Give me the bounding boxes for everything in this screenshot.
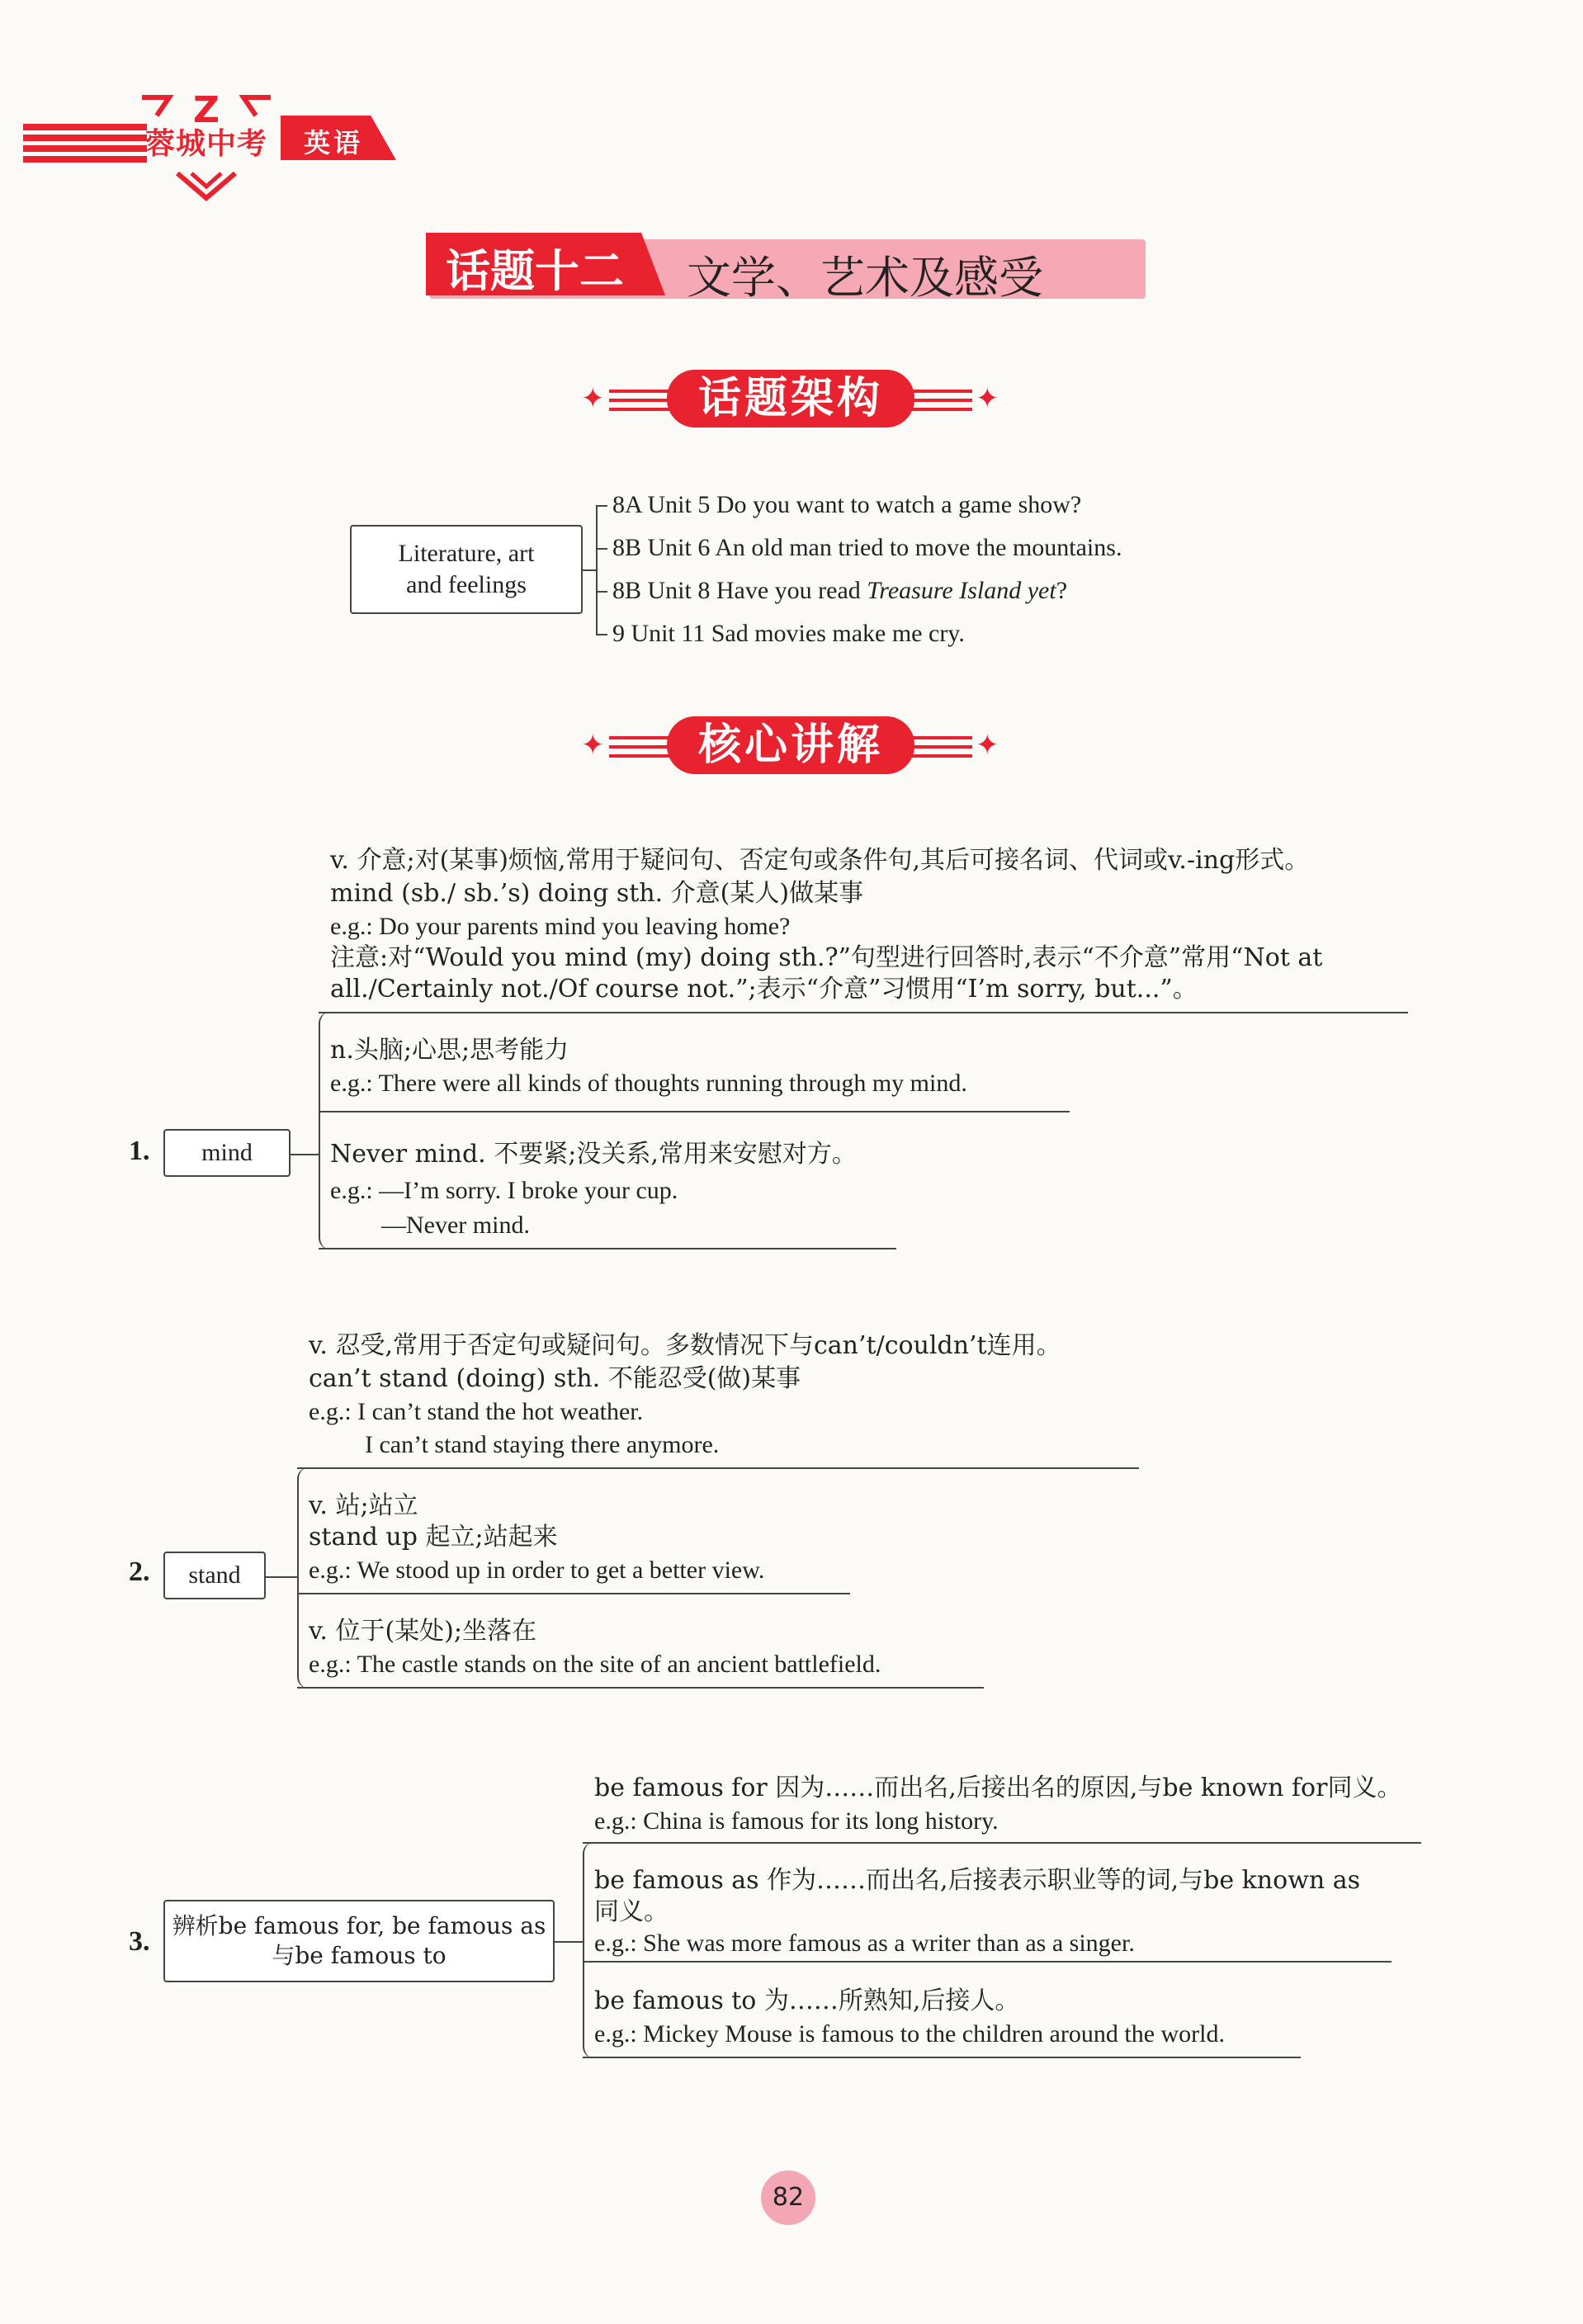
word-box-mind: mind [163, 1129, 291, 1177]
framework-item-1: 8A Unit 5 Do you want to watch a game show? [612, 491, 1082, 518]
ornament-right-icon [905, 718, 1012, 776]
mind-example-3b: —Never mind. [381, 1212, 530, 1239]
mind-example-2: e.g.: There were all kinds of thoughts running through my mind. [330, 1070, 967, 1097]
framework-item-3: 8B Unit 8 Have you read Treasure Island yet? [612, 577, 1068, 604]
section-title-core: 核心讲解 [667, 716, 914, 774]
entry-number-2: 2. [129, 1556, 150, 1587]
famous-for-example: e.g.: China is famous for its long history. [594, 1807, 999, 1835]
framework-item-4: 9 Unit 11 Sad movies make me cry. [612, 620, 965, 647]
stand-example-3: e.g.: The castle stands on the site of an ancient battlefield. [309, 1651, 881, 1678]
svg-text:✦: ✦ [581, 730, 605, 761]
mind-def-2: n.头脑;心思;思考能力 [330, 1036, 569, 1065]
stand-phrase-2: stand up 起立;站起来 [309, 1523, 558, 1552]
famous-to-def: be famous to 为……所熟知,后接人。 [594, 1986, 1020, 2015]
svg-text:Z: Z [193, 89, 220, 131]
famous-to-example: e.g.: Mickey Mouse is famous to the children around the world. [594, 2020, 1226, 2048]
entry-number-1: 1. [129, 1136, 150, 1166]
word-box-famous: 辨析be famous for, be famous as 与be famous to [163, 1900, 555, 1982]
mind-note-2: all./Certainly not./Of course not.”;表示“介意”习惯用“I’m sorry, but...”。 [330, 975, 1198, 1004]
word-box-stand: stand [163, 1552, 266, 1599]
mind-note-1: 注意:对“Would you mind (my) doing sth.?”句型进行回答时,表示“不介意”常用“Not at [330, 943, 1323, 972]
famous-as-example: e.g.: She was more famous as a writer than as a singer. [594, 1930, 1135, 1957]
svg-text:✦: ✦ [976, 730, 999, 761]
famous-as-def: be famous as 作为……而出名,后接表示职业等的词,与be known as [594, 1866, 1361, 1895]
mind-phrase: mind (sb./ sb.’s) doing sth. 介意(某人)做某事 [330, 879, 864, 908]
ornament-left-icon [569, 371, 677, 429]
ornament-left-icon [569, 718, 677, 776]
framework-item-2: 8B Unit 6 An old man tried to move the mountains. [612, 534, 1122, 561]
entry-number-3: 3. [129, 1926, 150, 1957]
famous-as-def-cont: 同义。 [594, 1897, 669, 1926]
mind-def-1: v. 介意;对(某事)烦恼,常用于疑问句、否定句或条件句,其后可接名词、代词或v.-ing形式。 [330, 846, 1310, 875]
stand-example-2: e.g.: We stood up in order to get a better view. [309, 1556, 765, 1584]
section-title-framework: 话题架构 [667, 370, 914, 427]
svg-text:✦: ✦ [976, 384, 999, 414]
stand-phrase-1: can’t stand (doing) sth. 不能忍受(做)某事 [309, 1364, 801, 1393]
stand-def-1: v. 忍受,常用于否定句或疑问句。多数情况下与can’t/couldn’t连用。 [309, 1331, 1061, 1360]
subject-label: 英语 [304, 127, 364, 158]
brand-name: 蓉城中考 [144, 127, 267, 161]
svg-text:✦: ✦ [581, 384, 605, 414]
ornament-right-icon [905, 371, 1012, 429]
topic-title: 文学、艺术及感受 [687, 252, 1043, 304]
famous-for-def: be famous for 因为……而出名,后接出名的原因,与be known for同义。 [594, 1774, 1402, 1802]
stand-def-3: v. 位于(某处);坐落在 [309, 1617, 536, 1646]
stand-example-1a: e.g.: I can’t stand the hot weather. [309, 1398, 644, 1425]
mind-example-1: e.g.: Do your parents mind you leaving home? [330, 913, 791, 940]
framework-root: Literature, art and feelings [350, 525, 583, 614]
mind-def-3: Never mind. 不要紧;没关系,常用来安慰对方。 [330, 1140, 857, 1169]
page-number: 82 [761, 2170, 815, 2225]
mind-example-3a: e.g.: —I’m sorry. I broke your cup. [330, 1177, 678, 1204]
topic-number: 话题十二 [446, 245, 624, 297]
stand-example-1b: I can’t stand staying there anymore. [365, 1431, 720, 1458]
stand-def-2: v. 站;站立 [309, 1491, 418, 1520]
